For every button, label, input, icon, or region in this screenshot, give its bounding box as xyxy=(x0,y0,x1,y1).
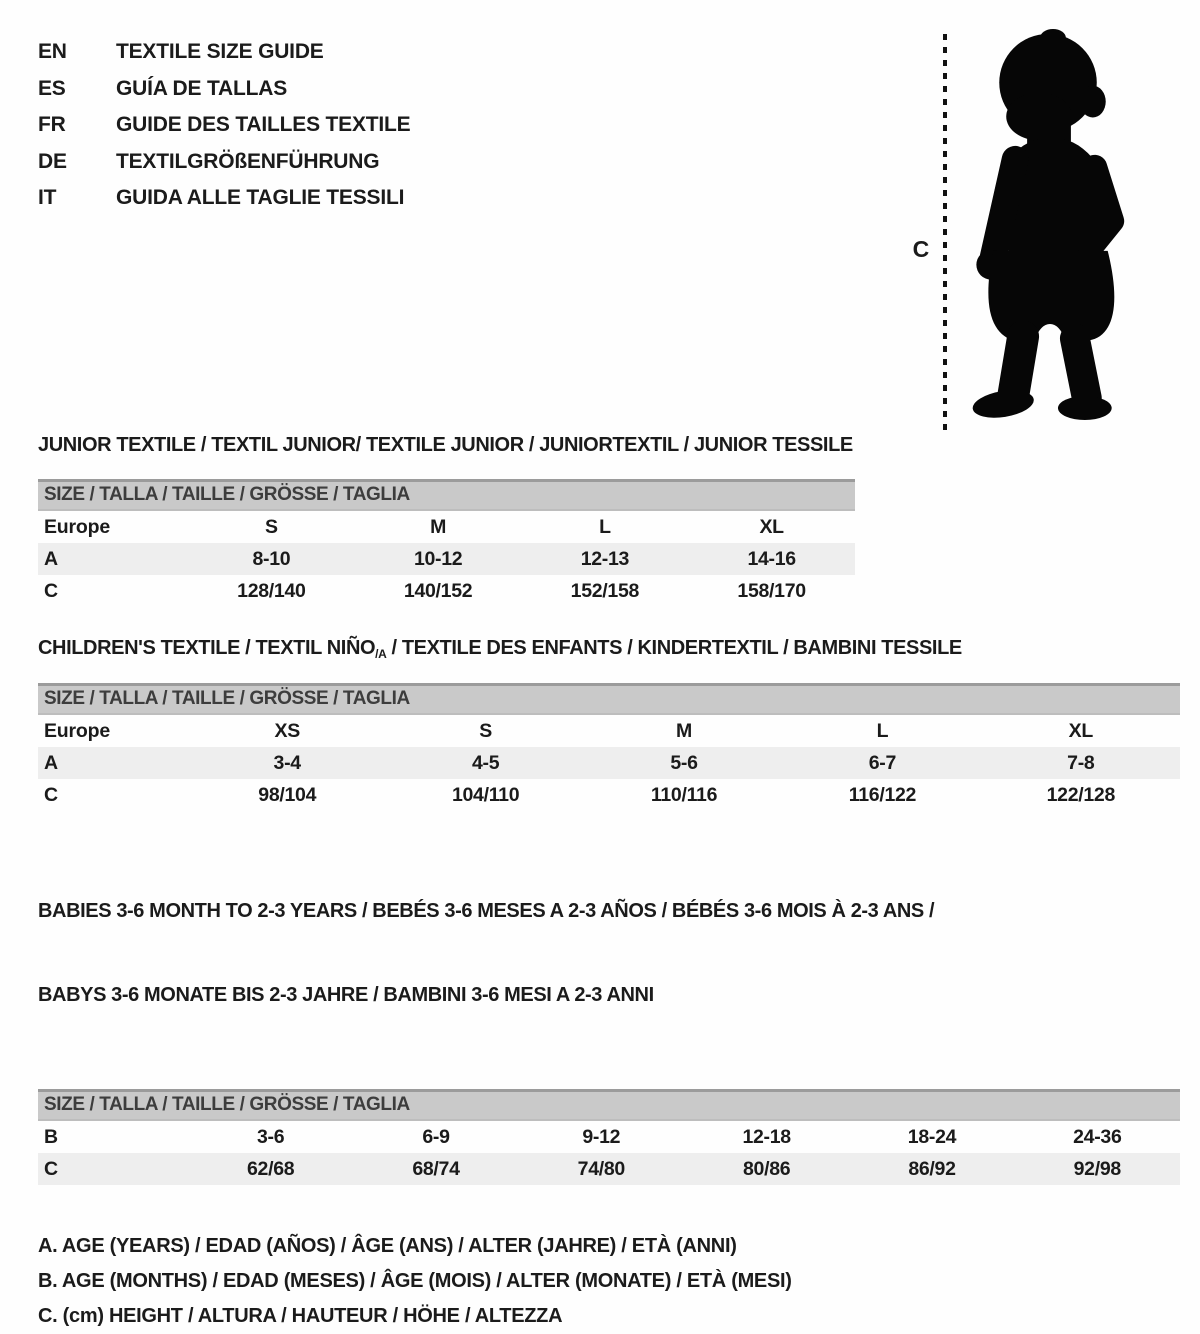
size-cell: XL xyxy=(759,515,784,538)
value-cell: 122/128 xyxy=(1046,783,1116,806)
section-title-line: BABYS 3-6 MONATE BIS 2-3 JAHRE / BAMBINI 3-6 MESI A 2-3 ANNI xyxy=(38,984,654,1007)
value-cell: 9-12 xyxy=(582,1125,621,1148)
size-cell: XL xyxy=(1068,719,1093,742)
language-code: ES xyxy=(38,76,66,100)
value-cell: 12-18 xyxy=(742,1125,791,1148)
value-cell: 74/80 xyxy=(577,1157,625,1180)
value-cell: 18-24 xyxy=(907,1125,957,1148)
legend-line-a: A. AGE (YEARS) / EDAD (AÑOS) / ÂGE (ANS) / ALTER (JAHRE) / ETÀ (ANNI) xyxy=(38,1235,737,1258)
table-header-row xyxy=(38,715,1180,747)
legend-line-c: C. (cm) HEIGHT / ALTURA / HAUTEUR / HÖHE / ALTEZZA xyxy=(38,1305,563,1328)
table-row-c xyxy=(38,575,855,607)
table-header-row xyxy=(38,511,855,543)
value-cell: 80/86 xyxy=(742,1157,791,1180)
value-cell: 12-13 xyxy=(580,547,630,570)
value-cell: 6-9 xyxy=(422,1125,450,1148)
value-cell: 4-5 xyxy=(471,751,500,774)
section-children-textile xyxy=(38,637,1180,811)
language-title: GUIDE DES TAILLES TEXTILE xyxy=(116,113,411,136)
section-title-line: BABIES 3-6 MONTH TO 2-3 YEARS / BEBÉS 3-6 MESES A 2-3 AÑOS / BÉBÉS 3-6 MOIS À 2-3 ANS / xyxy=(38,900,935,923)
language-code: DE xyxy=(38,149,67,173)
section-title xyxy=(38,841,1180,1065)
value-cell: 8-10 xyxy=(252,547,291,570)
section-title-subscript: /A xyxy=(375,647,387,662)
table-row-a xyxy=(38,747,1180,779)
height-figure xyxy=(913,20,1138,424)
value-cell: 62/68 xyxy=(247,1157,295,1180)
size-cell: S xyxy=(479,719,492,742)
babies-size-table xyxy=(38,1121,1180,1185)
section-title-part: CHILDREN'S TEXTILE / TEXTIL NIÑO xyxy=(38,637,376,659)
row-label: B xyxy=(44,1125,58,1148)
value-cell: 7-8 xyxy=(1067,751,1095,774)
section-babies-textile xyxy=(38,841,1180,1185)
row-label: A xyxy=(44,751,58,774)
value-cell: 98/104 xyxy=(258,783,317,806)
toddler-silhouette-icon xyxy=(963,20,1138,424)
measure-label-c: C xyxy=(912,236,929,262)
section-junior-textile xyxy=(38,434,1180,607)
size-header-bar: SIZE / TALLA / TAILLE / GRÖSSE / TAGLIA xyxy=(38,479,855,511)
language-code: IT xyxy=(38,186,57,209)
value-cell: 128/140 xyxy=(237,579,306,602)
size-cell: L xyxy=(599,515,611,538)
section-title: JUNIOR TEXTILE / TEXTIL JUNIOR/ TEXTILE JUNIOR / JUNIORTEXTIL / JUNIOR TESSILE xyxy=(38,434,853,456)
table-row-b xyxy=(38,1121,1180,1153)
language-code: EN xyxy=(38,40,67,63)
value-cell: 5-6 xyxy=(670,751,698,774)
value-cell: 104/110 xyxy=(451,783,520,806)
row-label: C xyxy=(44,579,58,602)
value-cell: 14-16 xyxy=(747,547,796,570)
row-label: C xyxy=(44,1157,58,1180)
value-cell: 116/122 xyxy=(848,783,917,806)
junior-size-table xyxy=(38,511,855,607)
legend xyxy=(38,1229,1180,1334)
language-title: TEXTILGRÖßENFÜHRUNG xyxy=(116,149,380,173)
value-cell: 110/116 xyxy=(650,783,718,806)
value-cell: 152/158 xyxy=(570,579,640,602)
value-cell: 140/152 xyxy=(403,579,473,602)
table-row-c xyxy=(38,1153,1180,1185)
height-dashed-line xyxy=(943,34,947,434)
value-cell: 86/92 xyxy=(908,1157,956,1180)
size-header-bar: SIZE / TALLA / TAILLE / GRÖSSE / TAGLIA xyxy=(38,1089,1180,1121)
value-cell: 3-6 xyxy=(257,1125,285,1148)
row-label: A xyxy=(44,547,58,570)
row-label: C xyxy=(44,783,58,806)
header xyxy=(38,26,1180,434)
children-size-table xyxy=(38,715,1180,811)
value-cell: 158/170 xyxy=(737,579,806,602)
legend-line-b: B. AGE (MONTHS) / EDAD (MESES) / ÂGE (MOIS) / ALTER (MONATE) / ETÀ (MESI) xyxy=(38,1270,792,1293)
language-title: TEXTILE SIZE GUIDE xyxy=(116,40,324,63)
value-cell: 10-12 xyxy=(413,547,463,570)
language-code: FR xyxy=(38,113,66,136)
section-title-part: / TEXTILE DES ENFANTS / KINDERTEXTIL / BAMBINI TESSILE xyxy=(386,637,962,659)
size-cell: XS xyxy=(274,719,300,742)
table-row-c xyxy=(38,779,1180,811)
value-cell: 24-36 xyxy=(1073,1125,1122,1148)
value-cell: 68/74 xyxy=(412,1157,460,1180)
region-label: Europe xyxy=(44,515,110,538)
value-cell: 92/98 xyxy=(1073,1157,1121,1180)
size-cell: M xyxy=(676,719,692,742)
language-title: GUÍA DE TALLAS xyxy=(116,76,288,100)
region-label: Europe xyxy=(44,719,110,742)
size-cell: M xyxy=(430,515,447,538)
section-title xyxy=(38,637,1180,661)
value-cell: 6-7 xyxy=(868,751,897,774)
value-cell: 3-4 xyxy=(273,751,301,774)
table-row-a xyxy=(38,543,855,575)
size-cell: L xyxy=(876,719,889,742)
size-header-bar: SIZE / TALLA / TAILLE / GRÖSSE / TAGLIA xyxy=(38,683,1180,715)
language-title: GUIDA ALLE TAGLIE TESSILI xyxy=(116,186,405,209)
size-cell: S xyxy=(265,515,278,538)
